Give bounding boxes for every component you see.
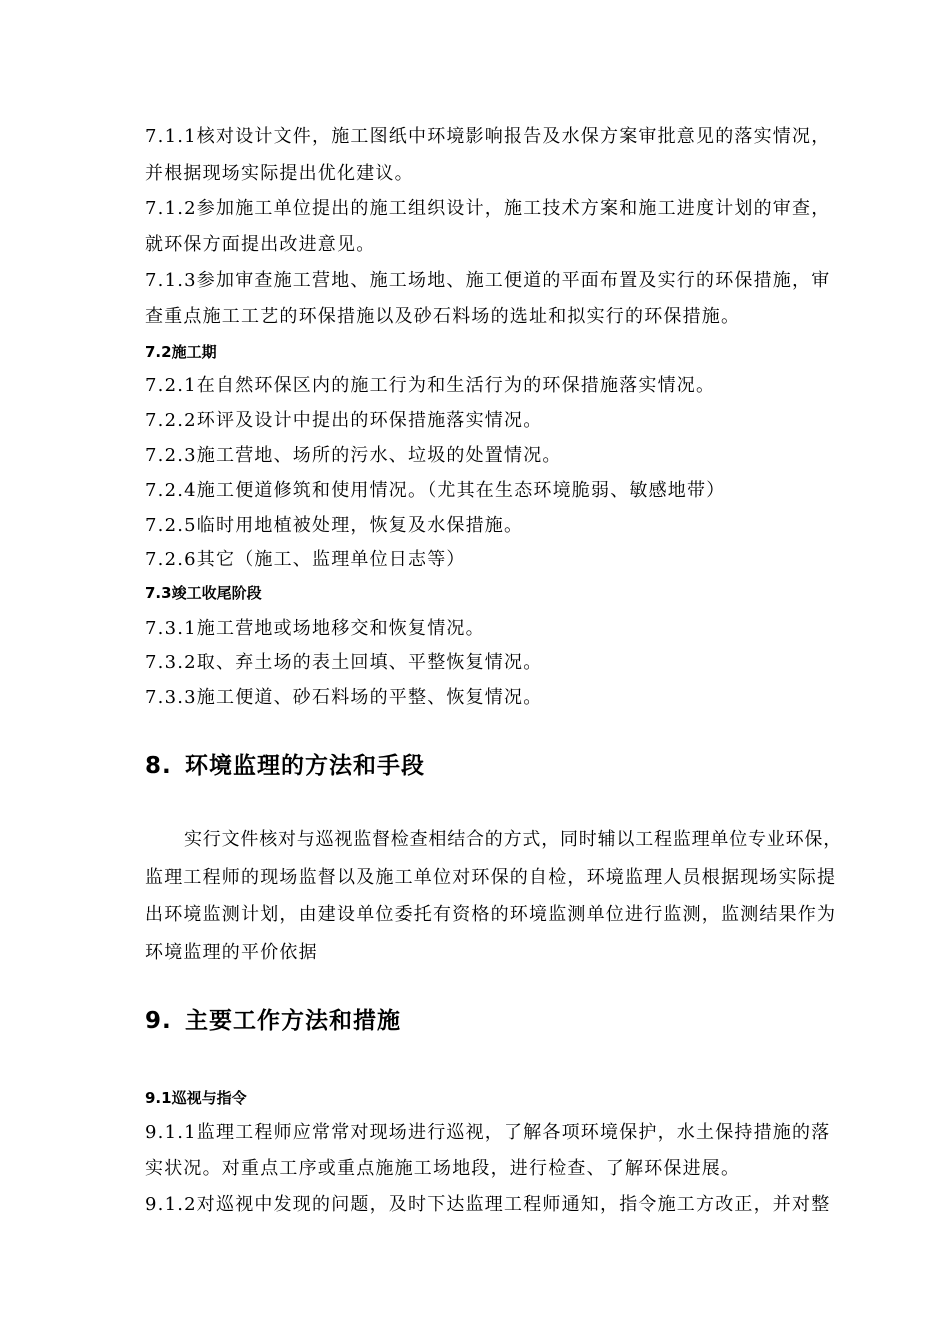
item-7-1-3-line1: 7.1.3参加审查施工营地、施工场地、施工便道的平面布置及实行的环保措施，审 <box>145 270 831 291</box>
item-7-3-2: 7.3.2取、弃土场的表土回填、平整恢复情况。 <box>145 652 543 673</box>
item-7-1-1-line2: 并根据现场实际提出优化建议。 <box>145 163 414 184</box>
section-9-heading <box>145 1006 401 1036</box>
section-9-number: 9. <box>145 1008 172 1034</box>
subheading-7-2: 7.2施工期 <box>145 343 217 361</box>
section-8-paragraph-line3: 出环境监测计划，由建设单位委托有资格的环境监测单位进行监测，监测结果作为 <box>145 904 837 925</box>
item-7-2-3: 7.2.3施工营地、场所的污水、垃圾的处置情况。 <box>145 445 562 466</box>
item-7-1-1-line1: 7.1.1核对设计文件，施工图纸中环境影响报告及水保方案审批意见的落实情况， <box>145 126 831 147</box>
subheading-7-3: 7.3竣工收尾阶段 <box>145 584 262 602</box>
subheading-9-1: 9.1巡视与指令 <box>145 1089 247 1107</box>
item-7-2-4: 7.2.4施工便道修筑和使用情况。（尤其在生态环境脆弱、敏感地带） <box>145 480 726 501</box>
section-8-paragraph-line1: 实行文件核对与巡视监督检查相结合的方式，同时辅以工程监理单位专业环保， <box>184 829 842 850</box>
item-7-2-2: 7.2.2环评及设计中提出的环保措施落实情况。 <box>145 410 543 431</box>
item-9-1-1-line1: 9.1.1监理工程师应常常对现场进行巡视，了解各项环境保护，水土保持措施的落 <box>145 1122 831 1143</box>
section-8-heading <box>145 751 425 781</box>
item-7-1-2-line1: 7.1.2参加施工单位提出的施工组织设计，施工技术方案和施工进度计划的审查， <box>145 198 831 219</box>
item-7-1-3-line2: 查重点施工工艺的环保措施以及砂石料场的选址和拟实行的环保措施。 <box>145 306 741 327</box>
section-8-number: 8. <box>145 753 172 779</box>
item-7-2-5: 7.2.5临时用地植被处理，恢复及水保措施。 <box>145 515 524 536</box>
item-7-3-1: 7.3.1施工营地或场地移交和恢复情况。 <box>145 618 485 639</box>
item-9-1-1-line2: 实状况。对重点工序或重点施施工场地段，进行检查、了解环保进展。 <box>145 1158 741 1179</box>
item-7-3-3: 7.3.3施工便道、砂石料场的平整、恢复情况。 <box>145 687 543 708</box>
item-7-2-6: 7.2.6其它（施工、监理单位日志等） <box>145 549 466 570</box>
item-7-1-2-line2: 就环保方面提出改进意见。 <box>145 234 376 255</box>
item-9-1-2-line1: 9.1.2对巡视中发现的问题，及时下达监理工程师通知，指令施工方改正，并对整 <box>145 1194 831 1215</box>
item-7-2-1: 7.2.1在自然环保区内的施工行为和生活行为的环保措施落实情况。 <box>145 375 716 396</box>
section-8-paragraph-line2: 监理工程师的现场监督以及施工单位对环保的自检，环境监理人员根据现场实际提 <box>145 867 837 888</box>
section-8-title: 环境监理的方法和手段 <box>185 753 425 779</box>
section-8-paragraph-line4: 环境监理的平价依据 <box>145 942 318 963</box>
section-9-title: 主要工作方法和措施 <box>185 1008 401 1034</box>
